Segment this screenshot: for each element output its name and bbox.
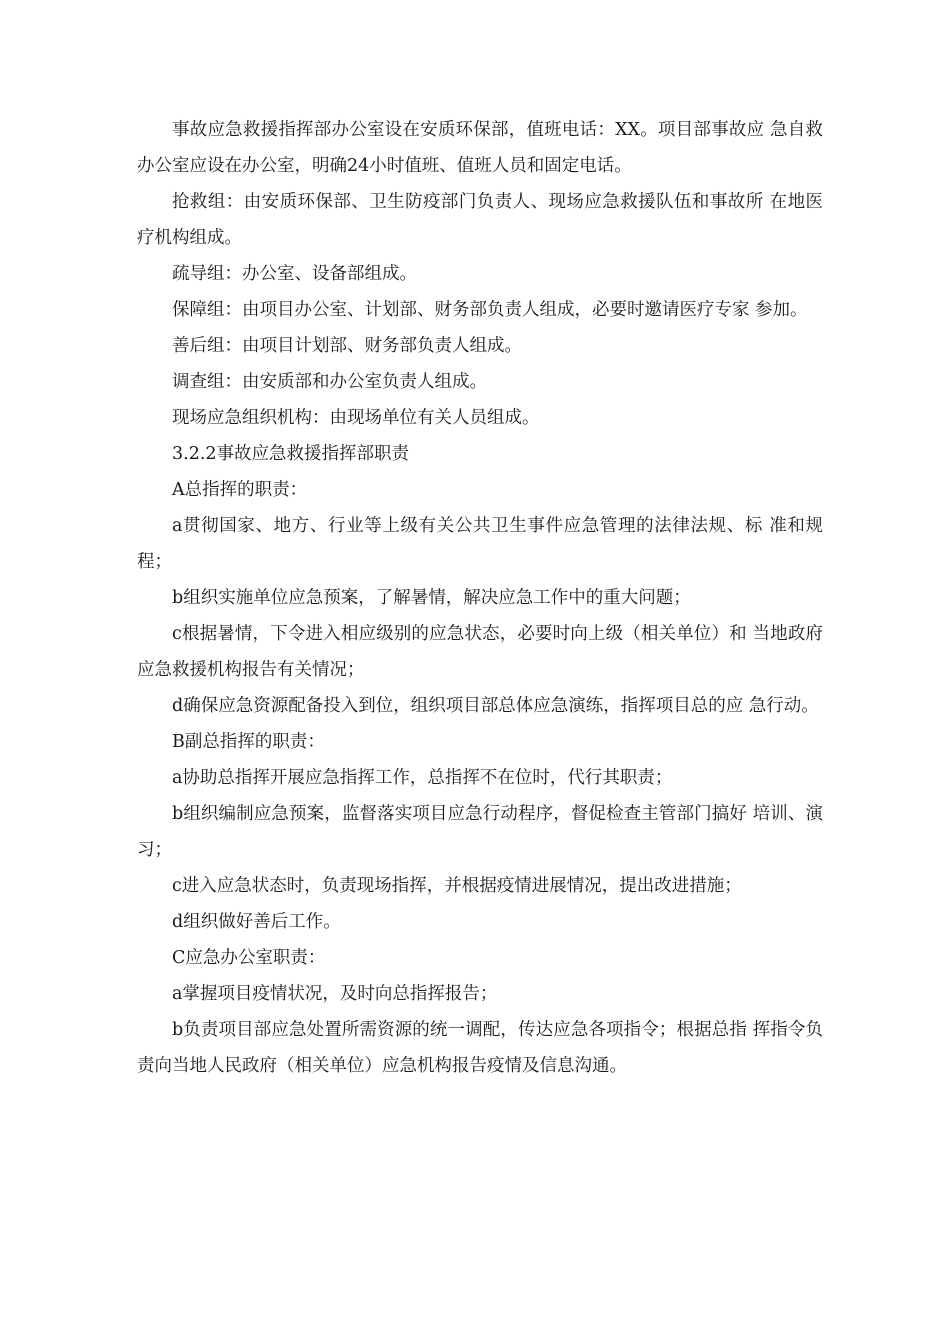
deputy-duty-d: d组织做好善后工作。 [172, 912, 341, 932]
commander-duty-a: a贯彻国家、地方、行业等上级有关公共卫生事件应急管理的法律法规、标 准和规程； [137, 516, 823, 572]
subheading-deputy-duties: B副总指挥的职责： [172, 732, 325, 752]
paragraph-rescue-group: 抢救组：由安质环保部、卫生防疫部门负责人、现场应急救援队伍和事故所 在地医疗机构组成。 [137, 192, 823, 248]
commander-duty-c: c根据暑情，下令进入相应级别的应急状态，必要时向上级（相关单位）和 当地政府应急救援机构报告有关情况； [137, 624, 823, 680]
section-heading-duties: 3.2.2事故应急救援指挥部职责 [172, 444, 410, 464]
paragraph-office-location: 事故应急救援指挥部办公室设在安质环保部，值班电话：XX。项目部事故应 急自救办公室应设在办公室，明确24小时值班、值班人员和固定电话。 [137, 120, 823, 176]
document-body [137, 112, 823, 1084]
commander-duty-d: d确保应急资源配备投入到位，组织项目部总体应急演练，指挥项目总的应 急行动。 [172, 696, 819, 716]
deputy-duty-b: b组织编制应急预案，监督落实项目应急行动程序，督促检查主管部门搞好 培训、演习； [137, 804, 823, 860]
deputy-duty-a: a协助总指挥开展应急指挥工作，总指挥不在位时，代行其职责； [172, 768, 673, 788]
paragraph-investigation-group: 调查组：由安质部和办公室负责人组成。 [172, 372, 487, 392]
subheading-office-duties: C应急办公室职责： [172, 948, 326, 968]
paragraph-aftermath-group: 善后组：由项目计划部、财务部负责人组成。 [172, 336, 522, 356]
paragraph-onsite-organization: 现场应急组织机构：由现场单位有关人员组成。 [172, 408, 540, 428]
paragraph-support-group: 保障组：由项目办公室、计划部、财务部负责人组成，必要时邀请医疗专家 参加。 [172, 300, 808, 320]
office-duty-a: a掌握项目疫情状况，及时向总指挥报告； [172, 984, 498, 1004]
commander-duty-b: b组织实施单位应急预案，了解暑情，解决应急工作中的重大问题； [172, 588, 691, 608]
office-duty-b: b负责项目部应急处置所需资源的统一调配，传达应急各项指令；根据总指 挥指令负责向当地人民政府（相关单位）应急机构报告疫情及信息沟通。 [137, 1020, 823, 1076]
paragraph-guidance-group: 疏导组：办公室、设备部组成。 [172, 264, 417, 284]
deputy-duty-c: c进入应急状态时，负责现场指挥，并根据疫情进展情况，提出改进措施； [172, 876, 742, 896]
subheading-commander-duties: A总指挥的职责： [172, 480, 308, 500]
